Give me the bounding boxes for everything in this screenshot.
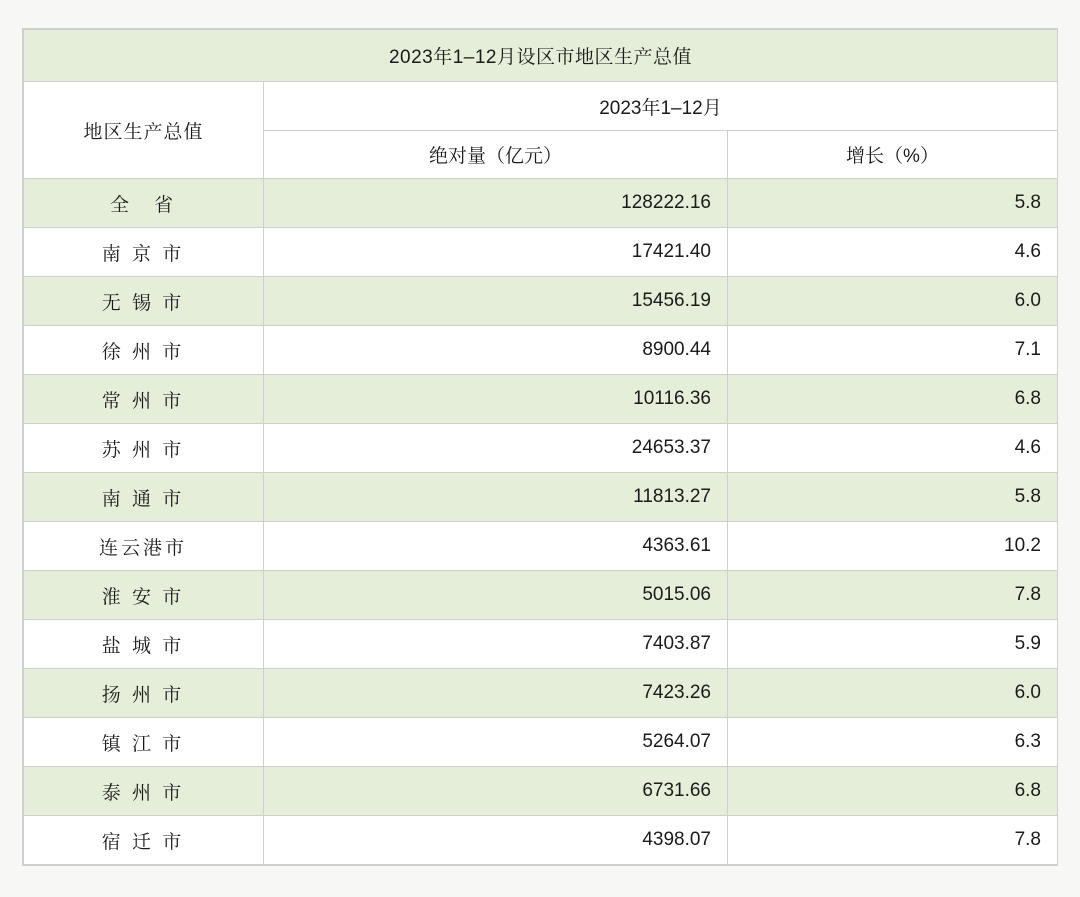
- header-period-label: 2023年1–12月: [264, 82, 1058, 131]
- row-absolute: 7403.87: [264, 620, 728, 669]
- row-region: 扬 州 市: [24, 669, 264, 718]
- table-header-row-1: [24, 82, 1058, 131]
- table-row: [24, 277, 1058, 326]
- table-row: [24, 669, 1058, 718]
- row-growth: 5.9: [728, 620, 1058, 669]
- row-growth: 6.0: [728, 277, 1058, 326]
- table-row: [24, 620, 1058, 669]
- row-absolute: 11813.27: [264, 473, 728, 522]
- table-row: [24, 816, 1058, 865]
- row-growth: 10.2: [728, 522, 1058, 571]
- row-growth: 6.8: [728, 767, 1058, 816]
- row-region: 徐 州 市: [24, 326, 264, 375]
- row-absolute: 8900.44: [264, 326, 728, 375]
- row-growth: 7.8: [728, 571, 1058, 620]
- table-row: [24, 571, 1058, 620]
- row-absolute: 4363.61: [264, 522, 728, 571]
- table-title: 2023年1–12月设区市地区生产总值: [24, 30, 1058, 82]
- row-absolute: 5015.06: [264, 571, 728, 620]
- table-row: [24, 326, 1058, 375]
- table-row: [24, 473, 1058, 522]
- row-region: 无 锡 市: [24, 277, 264, 326]
- row-absolute: 128222.16: [264, 179, 728, 228]
- header-absolute-label: 绝对量（亿元）: [264, 131, 728, 179]
- row-region: 淮 安 市: [24, 571, 264, 620]
- row-growth: 6.8: [728, 375, 1058, 424]
- row-region: 全 省: [24, 179, 264, 228]
- table-row: [24, 179, 1058, 228]
- row-region: 南 通 市: [24, 473, 264, 522]
- row-region: 连云港市: [24, 522, 264, 571]
- row-growth: 4.6: [728, 424, 1058, 473]
- gdp-table-body: [24, 30, 1058, 865]
- row-region: 盐 城 市: [24, 620, 264, 669]
- row-absolute: 7423.26: [264, 669, 728, 718]
- table-row: [24, 424, 1058, 473]
- table-row: [24, 375, 1058, 424]
- row-absolute: 6731.66: [264, 767, 728, 816]
- row-growth: 5.8: [728, 179, 1058, 228]
- row-absolute: 10116.36: [264, 375, 728, 424]
- row-absolute: 15456.19: [264, 277, 728, 326]
- gdp-table: [23, 29, 1058, 865]
- header-region-label: 地区生产总值: [24, 82, 264, 179]
- row-growth: 7.1: [728, 326, 1058, 375]
- row-growth: 6.0: [728, 669, 1058, 718]
- row-region: 镇 江 市: [24, 718, 264, 767]
- row-absolute: 17421.40: [264, 228, 728, 277]
- row-growth: 5.8: [728, 473, 1058, 522]
- row-growth: 6.3: [728, 718, 1058, 767]
- row-region: 苏 州 市: [24, 424, 264, 473]
- row-growth: 7.8: [728, 816, 1058, 865]
- statistics-table-sheet: [22, 28, 1058, 866]
- row-growth: 4.6: [728, 228, 1058, 277]
- row-region: 常 州 市: [24, 375, 264, 424]
- table-title-row: [24, 30, 1058, 82]
- row-absolute: 5264.07: [264, 718, 728, 767]
- header-growth-label: 增长（%）: [728, 131, 1058, 179]
- row-region: 泰 州 市: [24, 767, 264, 816]
- table-row: [24, 228, 1058, 277]
- row-absolute: 4398.07: [264, 816, 728, 865]
- row-region: 宿 迁 市: [24, 816, 264, 865]
- table-row: [24, 767, 1058, 816]
- row-absolute: 24653.37: [264, 424, 728, 473]
- table-row: [24, 718, 1058, 767]
- table-row: [24, 522, 1058, 571]
- row-region: 南 京 市: [24, 228, 264, 277]
